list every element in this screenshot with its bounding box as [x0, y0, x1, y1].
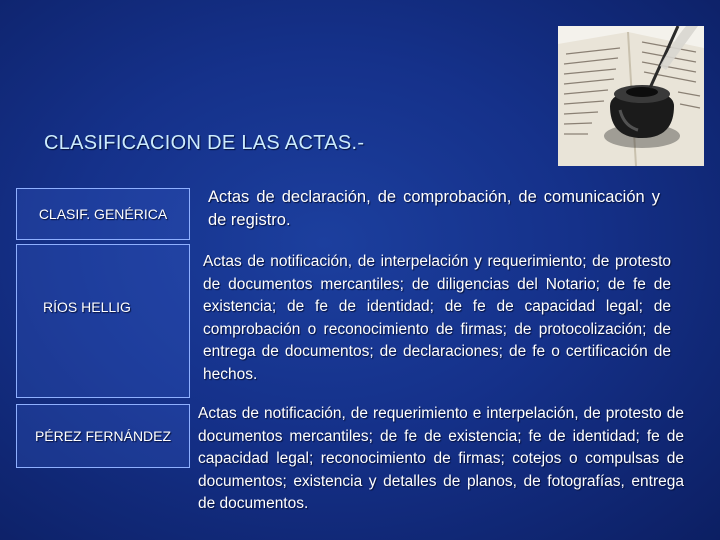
inkwell-quill-book-photo [558, 26, 704, 166]
text-clasif-generica: Actas de declaración, de comprobación, de comunicación y de registro. [208, 188, 660, 229]
label-perez-fernandez-text: PÉREZ FERNÁNDEZ [34, 428, 172, 444]
label-rios-hellig [16, 244, 190, 398]
label-perez-fernandez [16, 404, 190, 468]
slide-title: CLASIFICACION DE LAS ACTAS.- [44, 132, 365, 154]
label-rios-hellig-text: RÍOS HELLIG [43, 299, 131, 315]
text-rios-hellig: Actas de notificación, de interpelación y requerimiento; de protesto de documentos mercantiles; de diligencias del Notario; de fe de existencia; de fe de identidad; de fe de capacidad legal; de comprobación o reconocimiento de firmas; de protocolización; de entrega de documentos; de declaraciones; de fe o certificación de hechos. [203, 253, 671, 383]
label-clasif-generica-text: CLASIF. GENÉRICA [38, 206, 168, 222]
inkwell-photo-illustration [558, 26, 704, 166]
text-perez-fernandez: Actas de notificación, de requerimiento e interpelación, de protesto de documentos mercantiles; de fe de existencia; fe de identidad; fe de capacidad legal; reconocimiento de firmas; cotejos o compulsas de documentos; existencia y detalles de planos, de fotografías, entrega de documentos. [198, 405, 684, 512]
label-clasif-generica [16, 188, 190, 240]
